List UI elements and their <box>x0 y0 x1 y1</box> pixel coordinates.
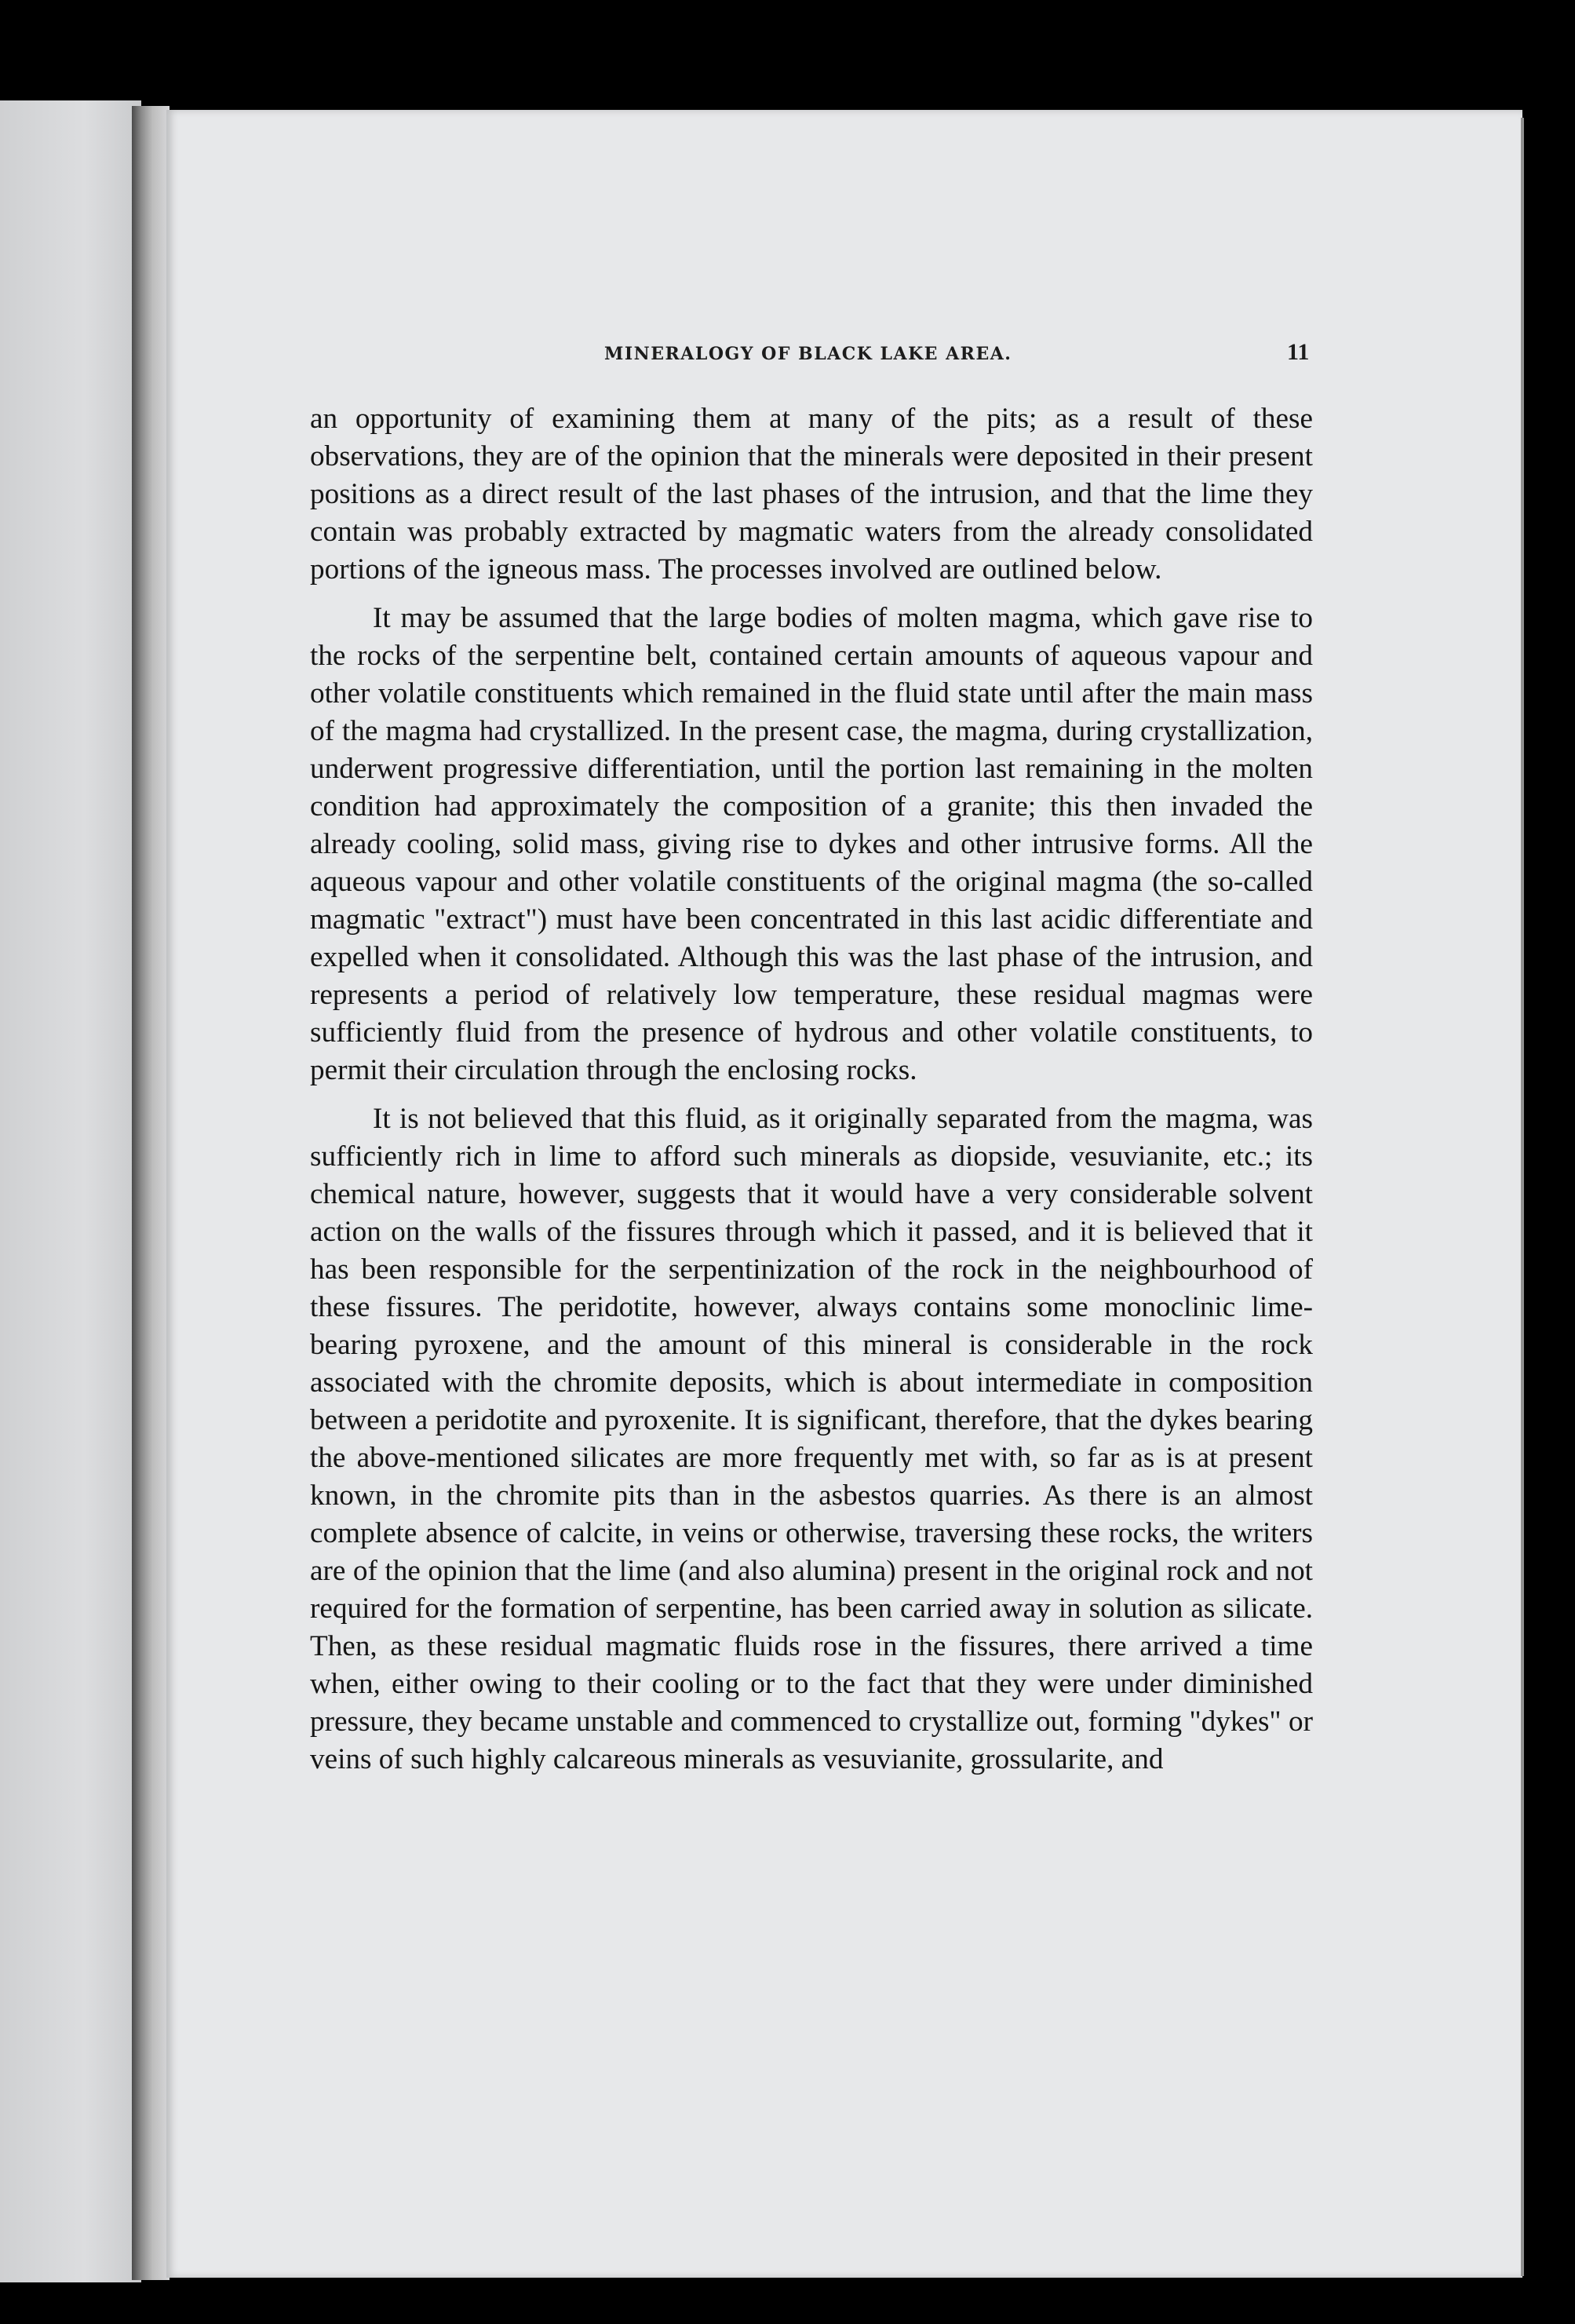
running-header: MINERALOGY OF BLACK LAKE AREA. <box>604 344 1012 364</box>
paragraph-continued: an opportunity of examining them at many of the pits; as a result of these observations, they are of the opinion that the minerals were deposited in their present positions as a direct result of the last phases of the intrusion, and that the lime they contain was probably extracted by magmatic waters from the already consolidated portions of the igneous mass. The processes involved are outlined below. <box>310 403 1313 586</box>
paragraph-magma-differentiation: It may be assumed that the large bodies of molten magma, which gave rise to the rocks of the serpentine belt, contained certain amounts of aqueous vapour and other volatile constituents which remained in the fluid state until after the main mass of the magma had crystallized. In the present case, the magma, during crystallization, underwent progressive differentiation, until the portion last remaining in the molten condition had approximately the composition of a granite; this then invaded the already cooling, solid mass, giving rise to dykes and other intrusive forms. All the aqueous vapour and other volatile constituents of the original magma (the so-called magmatic "extract") must have been concentrated in this last acidic differentiate and expelled when it consolidated. Although this was the last phase of the intrusion, and represents a period of relatively low temperature, these residual magmas were sufficiently fluid from the presence of hydrous and other volatile constituents, to permit their circulation through the enclosing rocks. <box>310 602 1313 1086</box>
book-spine-gutter <box>132 106 170 2280</box>
page-number: 11 <box>1287 339 1310 365</box>
body-text <box>310 400 1313 1790</box>
paragraph-lime-solvent-action: It is not believed that this fluid, as it originally separated from the magma, was sufficiently rich in lime to afford such minerals as diopside, vesuvianite, etc.; its chemical nature, however, suggests that it would have a very considerable solvent action on the walls of the fissures through which it passed, and it is believed that it has been responsible for the serpentinization of the rock in the neighbourhood of these fissures. The peridotite, however, always contains some monoclinic lime-bearing pyroxene, and the amount of this mineral is considerable in the rock associated with the chromite deposits, which is about intermediate in composition between a peridotite and pyroxenite. It is significant, therefore, that the dykes bearing the above-mentioned silicates are more frequently met with, so far as is at present known, in the chromite pits than in the asbestos quarries. As there is an almost complete absence of calcite, in veins or otherwise, traversing these rocks, the writers are of the opinion that the lime (and also alumina) present in the original rock and not required for the formation of serpentine, has been carried away in solution as silicate. Then, as these residual magmatic fluids rose in the fissures, there arrived a time when, either owing to their cooling or to the fact that they were under diminished pressure, they became unstable and commenced to crystallize out, forming "dykes" or veins of such highly calcareous minerals as vesuvianite, grossularite, and <box>310 1103 1313 1775</box>
page-edge-line <box>1521 118 1524 2276</box>
facing-page-edge <box>0 100 141 2282</box>
